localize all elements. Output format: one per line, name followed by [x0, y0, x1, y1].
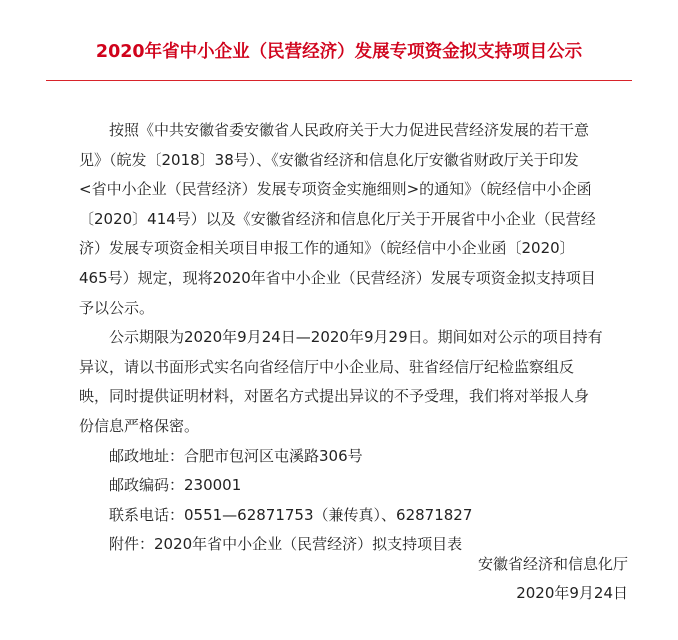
paragraph-line: 公示期限为2020年9月24日—2020年9月29日。期间如对公示的项目持有 — [109, 328, 603, 347]
document-body — [79, 116, 631, 560]
postal-code: 邮政编码：230001 — [109, 476, 242, 495]
paragraph-line: 〔2020〕414号）以及《安徽省经济和信息化厅关于开展省中小企业（民营经 — [79, 209, 596, 228]
attachment-link[interactable]: 附件：2020年省中小企业（民营经济）拟支持项目表 — [109, 535, 463, 554]
document-title: 2020年省中小企业（民营经济）发展专项资金拟支持项目公示 — [95, 42, 583, 62]
signature-organization: 安徽省经济和信息化厅 — [477, 555, 628, 573]
paragraph-period — [79, 323, 631, 441]
paragraph-line: <省中小企业（民营经济）发展专项资金实施细则>的通知》（皖经信中小企函 — [79, 180, 592, 199]
postal-address: 邮政地址：合肥市包河区屯溪路306号 — [109, 446, 363, 465]
paragraph-line: 见》（皖发〔2018〕38号）、《安徽省经济和信息化厅安徽省财政厅关于印发 — [79, 150, 579, 169]
paragraph-line: 份信息严格保密。 — [79, 416, 200, 435]
paragraph-line: 映，同时提供证明材料，对匿名方式提出异议的不予受理，我们将对举报人身 — [79, 387, 590, 406]
paragraph-line: 按照《中共安徽省委安徽省人民政府关于大力促进民营经济发展的若干意 — [109, 121, 590, 139]
paragraph-basis — [79, 116, 631, 323]
paragraph-line: 465号）规定，现将2020年省中小企业（民营经济）发展专项资金拟支持项目 — [79, 268, 596, 287]
paragraph-line: 异议，请以书面形式实名向省经信厅中小企业局、驻省经信厅纪检监察组反 — [79, 357, 575, 376]
signature-date: 2020年9月24日 — [516, 584, 628, 602]
paragraph-line: 予以公示。 — [79, 298, 155, 317]
contact-phone: 联系电话：0551—62871753（兼传真）、62871827 — [109, 505, 473, 524]
paragraph-line: 济）发展专项资金相关项目申报工作的通知》（皖经信中小企业函〔2020〕 — [79, 239, 575, 258]
title-divider — [46, 80, 632, 81]
